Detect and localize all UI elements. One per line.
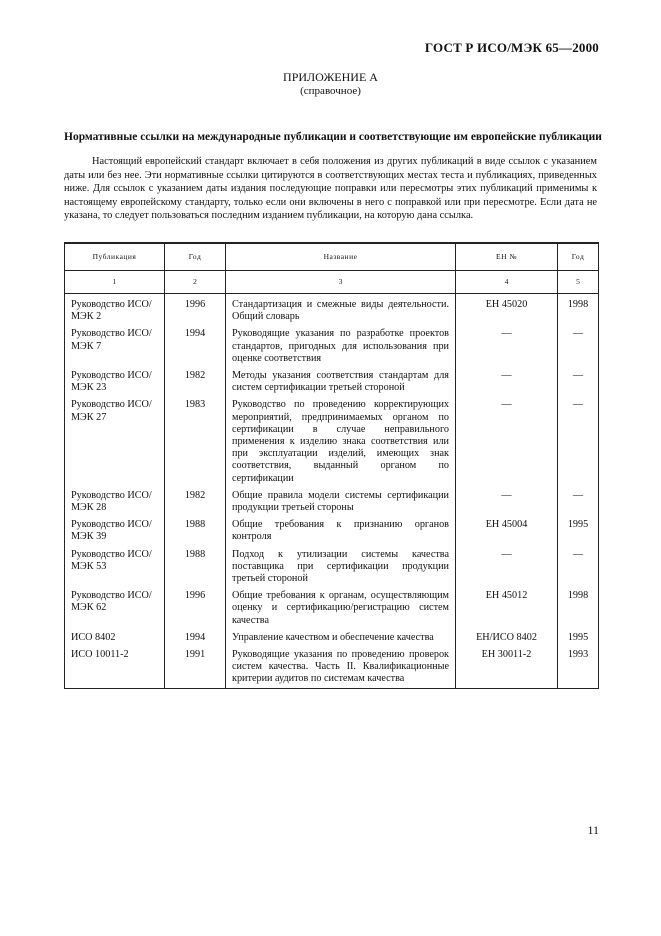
cell-en-number: ЕН 45012 bbox=[456, 590, 558, 632]
cell-year: 1988 bbox=[165, 549, 226, 591]
cell-publication: Руководство ИСО/МЭК 39 bbox=[65, 519, 165, 548]
cell-publication: Руководство ИСО/МЭК 23 bbox=[65, 370, 165, 399]
cell-en-number: — bbox=[456, 328, 558, 370]
cell-year: 1996 bbox=[165, 294, 226, 329]
table-row bbox=[65, 294, 599, 329]
cell-en-year: 1995 bbox=[558, 632, 599, 649]
table-row bbox=[65, 519, 599, 548]
cell-en-year: 1998 bbox=[558, 590, 599, 632]
cell-en-year: — bbox=[558, 370, 599, 399]
cell-title: Управление качеством и обеспечение качества bbox=[226, 632, 456, 649]
appendix-title: ПРИЛОЖЕНИЕ А bbox=[283, 70, 378, 84]
cell-en-number: — bbox=[456, 490, 558, 519]
intro-paragraph: Настоящий европейский стандарт включает в себя положения из других публикаций в виде ссылок с указанием даты или без нее. Эти нормативные ссылки цитируются в соответствующих местах теста и публикациях, приведенных ниже. Для ссылок с указанием даты издания последующие поправки или пересмотры этих публикаций применимы к настоящему европейскому стандарту, только если они включены в него с поправкой или при пересмотре. Если дата не указана, то следует пользоваться последним изданием публикации, на которую дана ссылка. bbox=[64, 156, 597, 222]
cell-year: 1982 bbox=[165, 490, 226, 519]
cell-title: Подход к утилизации системы качества поставщика при сертификации продукции третьей стороной bbox=[226, 549, 456, 591]
table-row bbox=[65, 370, 599, 399]
cell-en-year: — bbox=[558, 490, 599, 519]
cell-year: 1988 bbox=[165, 519, 226, 548]
table-row bbox=[65, 399, 599, 489]
cell-year: 1983 bbox=[165, 399, 226, 489]
cell-en-number: — bbox=[456, 399, 558, 489]
section-title: Нормативные ссылки на международные публикации и соответствующие им европейские публикации bbox=[64, 131, 602, 143]
table-row bbox=[65, 649, 599, 688]
cell-en-year: 1998 bbox=[558, 294, 599, 329]
cell-year: 1994 bbox=[165, 328, 226, 370]
table-column-numbers-row bbox=[65, 271, 599, 294]
cell-en-number: — bbox=[456, 549, 558, 591]
cell-year: 1991 bbox=[165, 649, 226, 688]
cell-en-year: — bbox=[558, 549, 599, 591]
column-number: 2 bbox=[165, 271, 226, 294]
appendix-heading bbox=[0, 70, 661, 98]
cell-en-year: 1995 bbox=[558, 519, 599, 548]
cell-publication: Руководство ИСО/МЭК 62 bbox=[65, 590, 165, 632]
appendix-subtitle: (справочное) bbox=[300, 85, 361, 97]
cell-title: Руководящие указания по разработке проектов стандартов, пригодных для использования при оценке соответствия bbox=[226, 328, 456, 370]
cell-publication: Руководство ИСО/МЭК 28 bbox=[65, 490, 165, 519]
table-row bbox=[65, 590, 599, 632]
table-row bbox=[65, 328, 599, 370]
cell-en-year: — bbox=[558, 328, 599, 370]
cell-en-year: 1993 bbox=[558, 649, 599, 688]
header-en-number: ЕН № bbox=[456, 243, 558, 271]
cell-en-number: ЕН 45004 bbox=[456, 519, 558, 548]
references-table bbox=[64, 242, 599, 689]
cell-en-number: — bbox=[456, 370, 558, 399]
column-number: 3 bbox=[226, 271, 456, 294]
header-year: Год bbox=[165, 243, 226, 271]
cell-title: Руководство по проведению корректирующих мероприятий, предпринимаемых органом по сертификации в случае неправильного применения к изделию знака соответствия или при эксплуатации изделий, имеющих знак соответствия, выданный органом по сертификации bbox=[226, 399, 456, 489]
standard-header: ГОСТ Р ИСО/МЭК 65—2000 bbox=[424, 40, 599, 55]
table-row bbox=[65, 490, 599, 519]
cell-publication: ИСО 10011-2 bbox=[65, 649, 165, 688]
cell-year: 1982 bbox=[165, 370, 226, 399]
table-header-row bbox=[65, 243, 599, 271]
cell-publication: ИСО 8402 bbox=[65, 632, 165, 649]
cell-en-year: — bbox=[558, 399, 599, 489]
column-number: 1 bbox=[65, 271, 165, 294]
column-number: 4 bbox=[456, 271, 558, 294]
cell-en-number: ЕН 30011-2 bbox=[456, 649, 558, 688]
column-number: 5 bbox=[558, 271, 599, 294]
header-en-year: Год bbox=[558, 243, 599, 271]
cell-title: Общие требования к органам, осуществляющим оценку и сертификацию/регистрацию систем качества bbox=[226, 590, 456, 632]
cell-year: 1996 bbox=[165, 590, 226, 632]
cell-publication: Руководство ИСО/МЭК 53 bbox=[65, 549, 165, 591]
header-title: Название bbox=[226, 243, 456, 271]
table-row bbox=[65, 549, 599, 591]
cell-title: Общие требования к признанию органов контроля bbox=[226, 519, 456, 548]
page-number: 11 bbox=[587, 823, 599, 837]
table-row bbox=[65, 632, 599, 649]
cell-title: Руководящие указания по проведению проверок систем качества. Часть II. Квалификационные критерии аудитов по системам качества bbox=[226, 649, 456, 688]
cell-title: Методы указания соответствия стандартам для систем сертификации третьей стороной bbox=[226, 370, 456, 399]
cell-publication: Руководство ИСО/МЭК 27 bbox=[65, 399, 165, 489]
cell-year: 1994 bbox=[165, 632, 226, 649]
header-publication: Публикация bbox=[65, 243, 165, 271]
cell-publication: Руководство ИСО/МЭК 2 bbox=[65, 294, 165, 329]
cell-en-number: ЕН/ИСО 8402 bbox=[456, 632, 558, 649]
cell-publication: Руководство ИСО/МЭК 7 bbox=[65, 328, 165, 370]
cell-title: Общие правила модели системы сертификации продукции третьей стороны bbox=[226, 490, 456, 519]
cell-title: Стандартизация и смежные виды деятельности. Общий словарь bbox=[226, 294, 456, 329]
cell-en-number: ЕН 45020 bbox=[456, 294, 558, 329]
